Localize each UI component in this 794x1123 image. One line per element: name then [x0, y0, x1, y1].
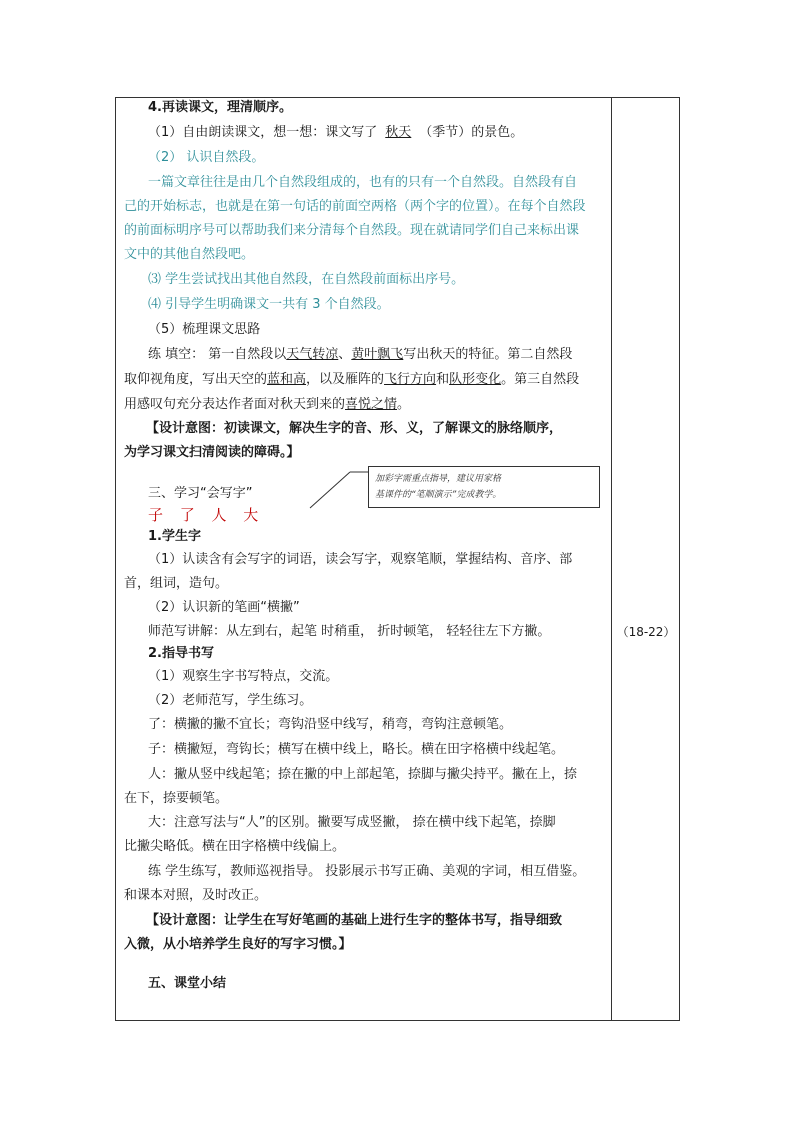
- design-intent: 【设计意图：初读课文，解决生字的音、形、义，了解课文的脉络顺序，: [146, 421, 563, 436]
- callout-line: 加彩字需重点指导，建议用家格: [375, 474, 502, 484]
- section-write-heading: 三、学习“会写字”: [148, 486, 253, 501]
- text-line: （5）梳理课文思路: [148, 322, 261, 337]
- text-line: 和课本对照，及时改正。: [124, 888, 268, 903]
- text-line: 在下，捺要顿笔。: [124, 791, 229, 806]
- text-line: （1）自由朗读课文，想一想：课文写了 秋天 （季节）的景色。: [148, 125, 524, 140]
- callout-line: 基课件的“笔顺演示”完成教学。: [375, 490, 502, 500]
- section-summary-heading: 五、课堂小结: [148, 976, 227, 991]
- text-line: 子：横撇短，弯钩长；横写在横中线上，略长。横在田字格横中线起笔。: [148, 742, 565, 757]
- text-line: （2）认识新的笔画“横撇”: [148, 600, 300, 615]
- text-line: 了：横撇的撇不宜长；弯钩沿竖中线写，稍弯，弯钩注意顿笔。: [148, 717, 513, 732]
- text-line: 一篇文章往往是由几个自然段组成的，也有的只有一个自然段。自然段有自: [148, 175, 578, 190]
- text-line: （1）观察生字书写特点，交流。: [148, 669, 339, 684]
- fill-blank-line: 练 填空： 第一自然段以天气转凉、黄叶飘飞写出秋天的特征。第二自然段: [148, 347, 573, 362]
- section-reread-heading: 4.再读课文，理清顺序。: [148, 100, 292, 115]
- text-line: 大：注意写法与“人”的区别。撇要写成竖撇， 捺在横中线下起笔，捺脚: [148, 815, 556, 830]
- time-allocation: （18-22）: [616, 625, 676, 639]
- characters-to-write: 子 了 人 大: [148, 506, 265, 524]
- text-line: ⑶ 学生尝试找出其他自然段，在自然段前面标出序号。: [148, 272, 465, 287]
- text-line: 师范写讲解：从左到右，起笔 时稍重， 折时顿笔， 轻轻往左下方撇。: [148, 624, 551, 639]
- text-line: 首，组词，造句。: [124, 576, 229, 591]
- text-line: （2） 认识自然段。: [148, 150, 265, 165]
- subheading: 2.指导书写: [148, 646, 214, 661]
- design-intent: 入微，从小培养学生良好的写字习惯。】: [124, 937, 352, 952]
- fill-blank-line: 用感叹句充分表达作者面对秋天到来的喜悦之情。: [124, 397, 411, 412]
- design-intent: 【设计意图：让学生在写好笔画的基础上进行生字的整体书写，指导细致: [146, 913, 563, 928]
- text-line: 比撇尖略低。横在田字格横中线偏上。: [124, 839, 346, 854]
- callout-connector: [300, 470, 370, 510]
- text-line: 的前面标明序号可以帮助我们来分清每个自然段。现在就请同学们自己来标出课: [124, 223, 580, 238]
- text-line: 己的开始标志，也就是在第一句话的前面空两格（两个字的位置）。在每个自然段: [124, 199, 586, 214]
- design-intent: 为学习课文扫清阅读的障碍。】: [124, 445, 300, 460]
- text-line: ⑷ 引导学生明确课文一共有 3 个自然段。: [148, 297, 390, 312]
- text-line: （2）老师范写，学生练习。: [148, 693, 313, 708]
- text-line: 练 学生练写，教师巡视指导。 投影展示书写正确、美观的字词，相互借鉴。: [148, 864, 586, 879]
- text-line: 人：撇从竖中线起笔；捺在撇的中上部起笔，捺脚与撇尖持平。撇在上，捺: [148, 767, 578, 782]
- subheading: 1.学生字: [148, 529, 201, 544]
- column-divider: [611, 97, 612, 1021]
- teaching-tip-callout: [368, 466, 600, 508]
- fill-blank-line: 取仰视角度，写出天空的蓝和高，以及雁阵的飞行方向和队形变化。第三自然段: [124, 372, 580, 387]
- text-line: （1）认读含有会写字的词语，读会写字，观察笔顺，掌握结构、音序、部: [148, 552, 573, 567]
- text-line: 文中的其他自然段吧。: [124, 247, 255, 262]
